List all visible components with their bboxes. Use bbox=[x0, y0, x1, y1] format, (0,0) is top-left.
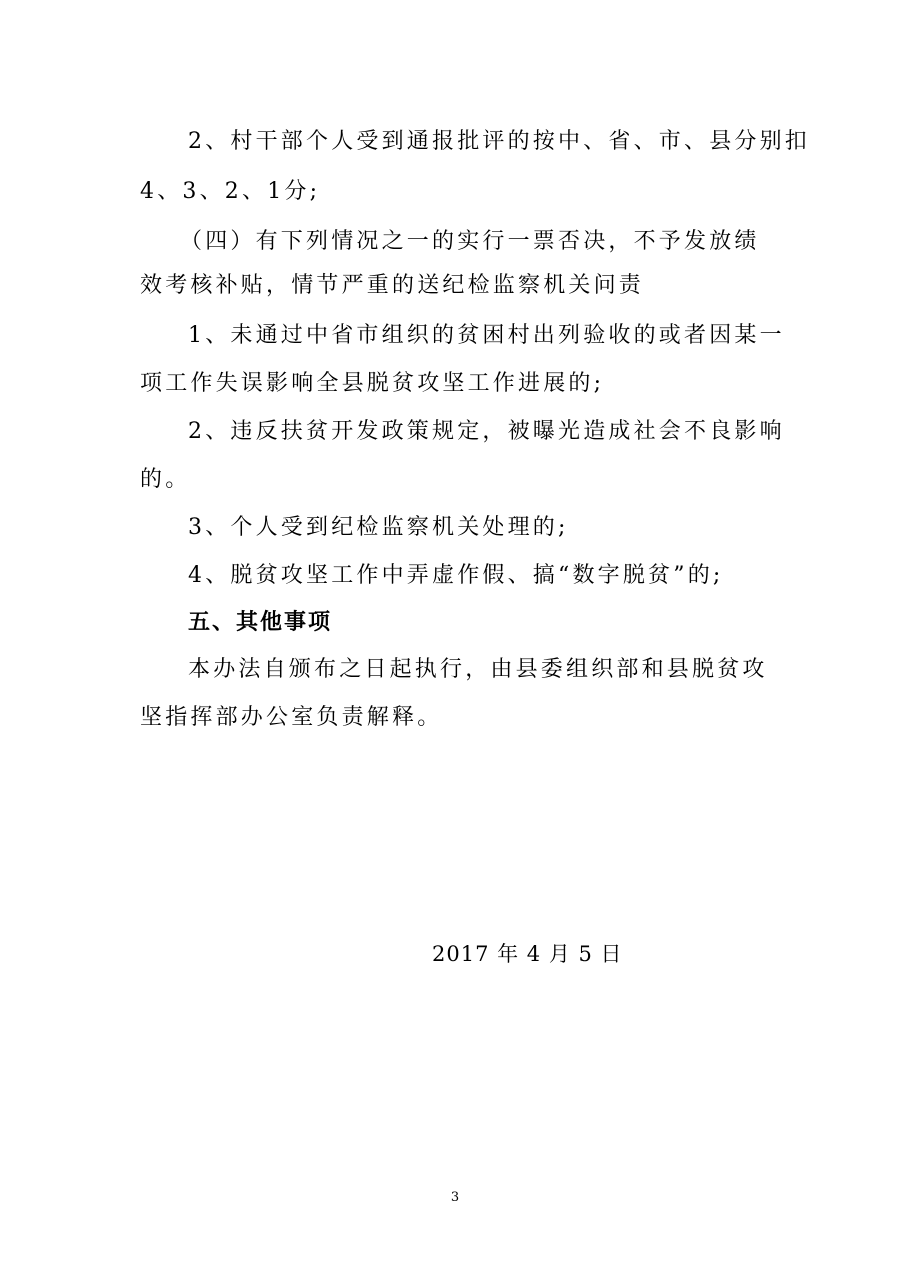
document-date: 2017 年 4 月 5 日 bbox=[432, 942, 623, 966]
paragraph-line: 1、未通过中省市组织的贫困村出列验收的或者因某一 bbox=[188, 323, 785, 348]
paragraph-line: 效考核补贴，情节严重的送纪检监察机关问责 bbox=[140, 273, 645, 298]
paragraph-line: （四）有下列情况之一的实行一票否决，不予发放绩 bbox=[180, 229, 760, 254]
paragraph-line: 2、违反扶贫开发政策规定，被曝光造成社会不良影响 bbox=[188, 419, 785, 444]
paragraph-line: 3、个人受到纪检监察机关处理的; bbox=[188, 515, 569, 540]
paragraph-line: 项工作失误影响全县脱贫攻坚工作进展的; bbox=[140, 371, 605, 396]
page-number: 3 bbox=[450, 1190, 460, 1205]
paragraph-line: 的。 bbox=[140, 467, 191, 492]
paragraph-line: 2、村干部个人受到通报批评的按中、省、市、县分别扣 bbox=[188, 129, 810, 154]
section-heading: 五、其他事项 bbox=[188, 609, 333, 635]
paragraph-line: 坚指挥部办公室负责解释。 bbox=[140, 705, 443, 730]
paragraph-line: 本办法自颁布之日起执行，由县委组织部和县脱贫攻 bbox=[188, 657, 768, 682]
paragraph-line: 4、3、2、1分; bbox=[140, 179, 321, 204]
paragraph-line: 4、脱贫攻坚工作中弄虚作假、搞“数字脱贫”的; bbox=[188, 563, 724, 588]
